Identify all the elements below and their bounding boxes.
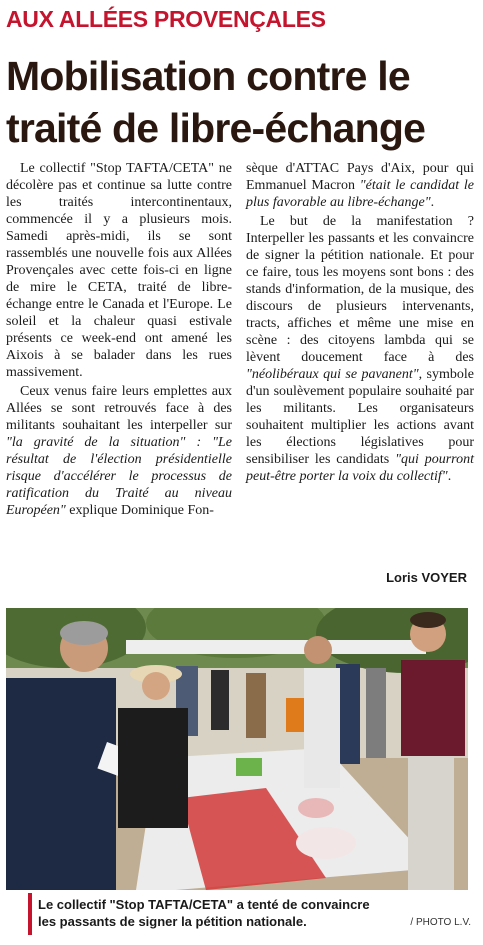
article-column-left: [6, 160, 232, 521]
quote: "qui pourront peut-être porter la voix du collectif": [246, 452, 474, 484]
photo-credit: / PHOTO L.V.: [410, 917, 471, 928]
photo-caption: Le collectif "Stop TAFTA/CETA" a tenté de convaincre les passants de signer la pétition nationale.: [38, 897, 370, 929]
caption-accent-bar: [28, 893, 32, 935]
quote: "la gravité de la situation" : "Le résultat de l'élection présidentielle risque d'accélérer le processus de ratification du Traité au niveau Européen": [6, 435, 232, 518]
headline: Mobilisation contre le traité de libre-échange: [6, 53, 426, 151]
paragraph: sèque d'ATTAC Pays d'Aix, pour qui Emmanuel Macron "était le candidat le plus favorable au libre-échange".: [246, 161, 475, 210]
quote: "néolibéraux qui se pavanent": [246, 367, 419, 382]
paragraph: Le collectif "Stop TAFTA/CETA" ne décolère pas et continue sa lutte contre les traités intercontinentaux, commencée il y a plusieurs mois. Samedi après-midi, ils se sont rassemblés une nouvelle fois aux Allées Provençales avec cette fois-ci en ligne de mire le CETA, traité de libre-échange entre le Canada et l'Europe. Le soleil et la chaleur quasi estivale présents ce week-end ont amené les Aixois à se balader dans les rues massivement.: [6, 161, 232, 380]
quote: "était le candidat le plus favorable au libre-échange": [246, 178, 475, 210]
paragraph: Le but de la manifestation ? Interpeller les passants et les convaincre de signer la pétition nationale. Et pour ce faire, tous les moyens sont bons : des stands d'information, de la musique, des discours de plusieurs intervenants, tracts, affiches et même une mise en scène : des citoyens lambda qui se lèvent doucement face à des "néolibéraux qui se pavanent", symbole d'un soulèvement populaire souhaité par les militants. Les organisateurs souhaitent multiplier les actions avant les élections législatives pour sensibiliser les candidats "qui pourront peut-être porter la voix du collectif".: [246, 214, 474, 484]
kicker: AUX ALLÉES PROVENÇALES: [6, 6, 326, 32]
article-photo: [6, 608, 468, 890]
article-column-right: [246, 160, 474, 487]
paragraph: Ceux venus faire leurs emplettes aux Allées se sont retrouvés face à des militants souhaitant les interpeller sur "la gravité de la situation" : "Le résultat de l'élection présidentielle risque d'accélérer le processus de ratification du Traité au niveau Européen" explique Dominique Fon-: [6, 384, 232, 518]
byline: Loris VOYER: [386, 570, 467, 585]
